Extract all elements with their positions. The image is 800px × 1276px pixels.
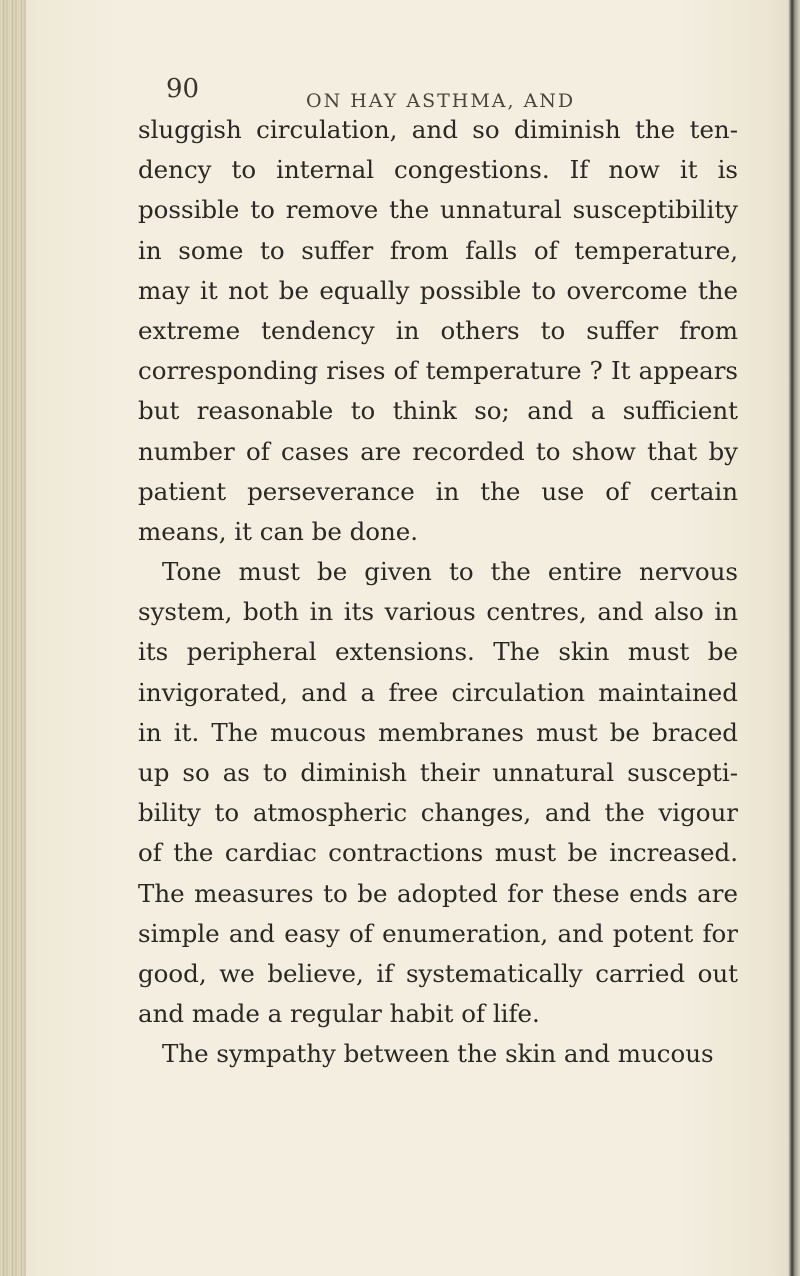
text-line: system, both in its various centres, and also in <box>138 597 738 627</box>
text-line: in it. The mucous membranes must be braced <box>138 717 738 747</box>
text-line: possible to remove the unnatural susceptibility <box>138 195 738 225</box>
text-line: but reasonable to think so; and a sufficient <box>138 396 738 426</box>
text-line: good, we believe, if systematically carried out <box>138 958 738 988</box>
page-number: 90 <box>166 74 200 104</box>
text-line: dency to internal congestions. If now it is <box>138 155 738 185</box>
text-line: up so as to diminish their unnatural suscepti- <box>138 758 738 787</box>
page-edge <box>788 0 800 1276</box>
text-line: Tone must be given to the entire nervous <box>162 557 738 587</box>
binding-gutter <box>0 0 26 1276</box>
text-line: extreme tendency in others to suffer from <box>138 315 738 345</box>
text-line: of the cardiac contractions must be increased. <box>138 838 738 868</box>
text-line: may it not be equally possible to overcome the <box>138 275 738 305</box>
text-line: its peripheral extensions. The skin must be <box>138 637 738 667</box>
text-line: sluggish circulation, and so diminish the ten- <box>138 115 738 144</box>
text-line: and made a regular habit of life. <box>138 999 540 1029</box>
text-line: in some to suffer from falls of temperature, <box>138 235 738 265</box>
text-line: means, it can be done. <box>138 516 419 546</box>
text-line: The measures to be adopted for these ends are <box>138 878 738 908</box>
text-line: bility to atmospheric changes, and the vigour <box>138 798 738 828</box>
text-line: patient perseverance in the use of certain <box>138 476 738 506</box>
text-line: The sympathy between the skin and mucous <box>162 1039 714 1069</box>
text-line: number of cases are recorded to show that by <box>138 436 738 466</box>
text-line: corresponding rises of temperature ? It appears <box>138 356 738 386</box>
text-line: simple and easy of enumeration, and potent for <box>138 918 738 948</box>
body-text <box>138 110 738 1075</box>
text-line: invigorated, and a free circulation maintained <box>138 677 738 707</box>
running-head: ON HAY ASTHMA, AND <box>306 90 576 112</box>
